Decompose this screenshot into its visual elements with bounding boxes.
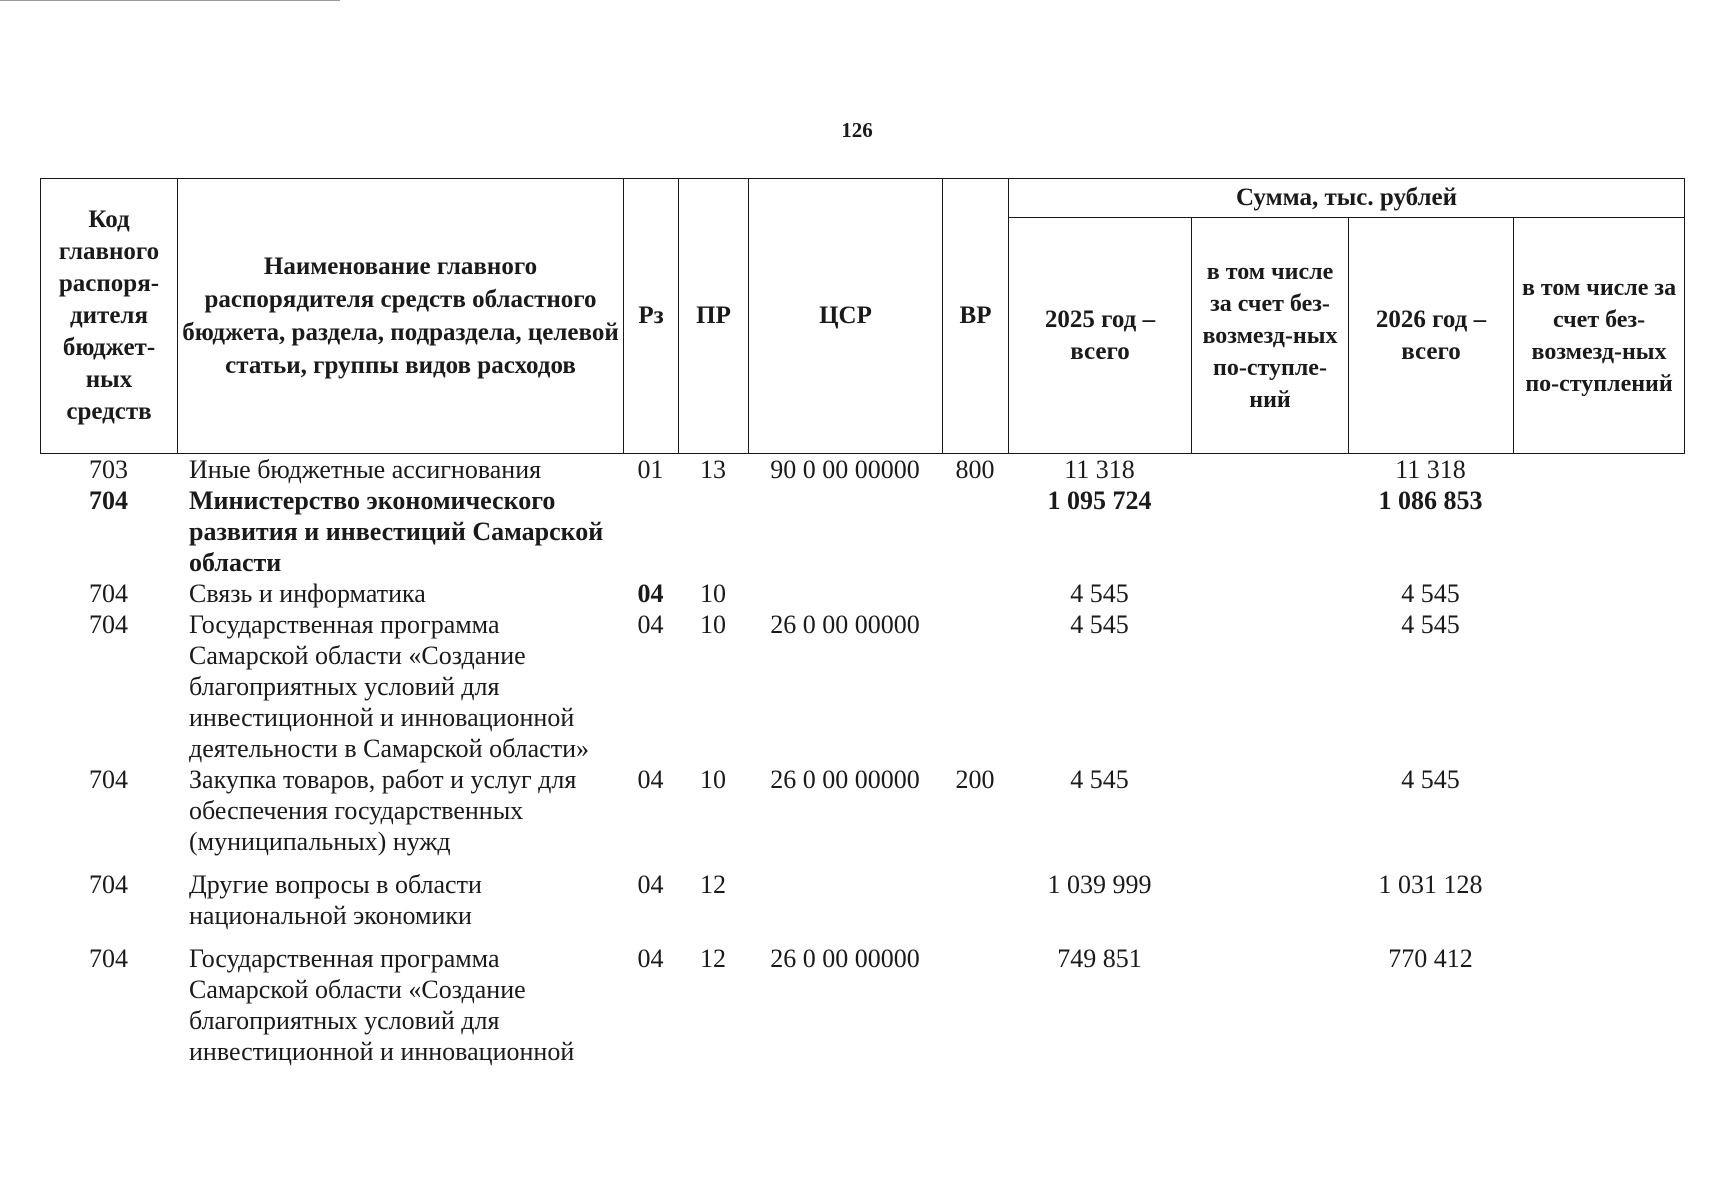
header-2026-free: в том числе за счет без-возмезд-ных по-ступлений xyxy=(1514,218,1685,454)
row-2026-free xyxy=(1513,578,1684,609)
row-2026-total: 1 086 853 xyxy=(1378,486,1483,515)
row-2025-total: 4 545 xyxy=(1070,765,1129,794)
row-code: 704 xyxy=(89,610,128,639)
table-row xyxy=(40,764,1684,857)
row-csr: 26 0 00 00000 xyxy=(770,765,920,794)
row-name: Закупка товаров, работ и услуг для обеспечения государственных (муниципальных) нужд xyxy=(189,765,577,856)
row-csr: 90 0 00 00000 xyxy=(770,455,920,484)
row-code: 704 xyxy=(89,579,128,608)
row-vr xyxy=(942,931,1008,1067)
row-pr: 12 xyxy=(700,944,726,973)
header-name: Наименование главного распорядителя средств областного бюджета, раздела, подраздела, целевой статьи, группы видов расходов xyxy=(178,179,624,454)
row-rz: 04 xyxy=(637,944,664,973)
row-2025-total: 1 039 999 xyxy=(1047,870,1152,899)
table-row xyxy=(40,578,1684,609)
budget-table-header xyxy=(40,178,1685,454)
row-pr: 12 xyxy=(700,870,726,899)
row-vr xyxy=(942,609,1008,764)
row-vr xyxy=(942,857,1008,931)
table-row xyxy=(40,857,1684,931)
row-code: 704 xyxy=(89,765,128,794)
row-2025-free xyxy=(1191,764,1348,857)
row-2025-total: 749 851 xyxy=(1057,944,1142,973)
row-code: 704 xyxy=(89,870,128,899)
row-name: Государственная программа Самарской области «Создание благоприятных условий для инвестиционной и инновационной деятельности в Самарской области» xyxy=(189,610,589,763)
row-rz xyxy=(623,485,678,578)
header-code: Код главного распоря-дителя бюджет-ных средств xyxy=(41,179,178,454)
row-2025-total: 1 095 724 xyxy=(1047,486,1152,515)
row-vr xyxy=(942,485,1008,578)
table-row xyxy=(40,454,1684,485)
row-code: 704 xyxy=(89,944,128,973)
row-vr: 200 xyxy=(955,765,995,794)
row-name: Государственная программа Самарской области «Создание благоприятных условий для инвестиционной и инновационной xyxy=(189,944,575,1066)
row-csr: 26 0 00 00000 xyxy=(770,610,920,639)
table-row xyxy=(40,485,1684,578)
page-number: 126 xyxy=(841,118,873,142)
header-vr: ВР xyxy=(943,179,1009,454)
row-pr: 10 xyxy=(700,765,726,794)
row-vr: 800 xyxy=(955,455,995,484)
row-code: 704 xyxy=(89,486,128,515)
row-rz: 01 xyxy=(637,455,664,484)
row-2026-total: 4 545 xyxy=(1401,610,1460,639)
row-2025-total: 4 545 xyxy=(1070,579,1129,608)
row-2025-free xyxy=(1191,857,1348,931)
row-pr: 10 xyxy=(700,610,726,639)
header-csr: ЦСР xyxy=(749,179,943,454)
header-2026-total: 2026 год – всего xyxy=(1349,218,1514,454)
table-row xyxy=(40,931,1684,1067)
row-2025-total: 11 318 xyxy=(1064,455,1135,484)
row-2026-total: 1 031 128 xyxy=(1378,870,1483,899)
row-name: Связь и информатика xyxy=(189,579,426,608)
row-2026-free xyxy=(1513,931,1684,1067)
row-2025-free xyxy=(1191,485,1348,578)
row-rz: 04 xyxy=(637,610,664,639)
row-2025-free xyxy=(1191,931,1348,1067)
row-rz: 04 xyxy=(637,765,664,794)
header-pr: ПР xyxy=(679,179,749,454)
row-2026-free xyxy=(1513,454,1684,485)
row-csr: 26 0 00 00000 xyxy=(770,944,920,973)
row-2026-total: 4 545 xyxy=(1401,579,1460,608)
row-rz: 04 xyxy=(637,870,664,899)
row-2026-total: 770 412 xyxy=(1388,944,1473,973)
scan-edge-line xyxy=(0,0,340,1)
budget-table-body xyxy=(40,454,1684,1067)
row-pr: 13 xyxy=(700,455,726,484)
row-2026-free xyxy=(1513,485,1684,578)
table-row xyxy=(40,609,1684,764)
row-csr xyxy=(748,485,942,578)
row-2025-free xyxy=(1191,454,1348,485)
row-code: 703 xyxy=(89,455,128,484)
row-name: Министерство экономического развития и инвестиций Самарской области xyxy=(189,486,604,577)
row-2026-free xyxy=(1513,764,1684,857)
row-rz: 04 xyxy=(637,579,664,608)
row-2025-total: 4 545 xyxy=(1070,610,1129,639)
row-2026-total: 11 318 xyxy=(1395,455,1466,484)
row-2026-total: 4 545 xyxy=(1401,765,1460,794)
row-csr xyxy=(748,857,942,931)
row-2025-free xyxy=(1191,609,1348,764)
header-amount-group: Сумма, тыс. рублей xyxy=(1009,179,1685,218)
row-name: Другие вопросы в области национальной экономики xyxy=(189,870,482,930)
header-2025-total: 2025 год – всего xyxy=(1009,218,1192,454)
row-2026-free xyxy=(1513,609,1684,764)
row-2026-free xyxy=(1513,857,1684,931)
row-name: Иные бюджетные ассигнования xyxy=(189,455,542,484)
row-2025-free xyxy=(1191,578,1348,609)
header-rz: Рз xyxy=(624,179,679,454)
row-csr xyxy=(748,578,942,609)
row-pr: 10 xyxy=(700,579,726,608)
header-2025-free: в том числе за счет без-возмезд-ных по-ступле-ний xyxy=(1192,218,1349,454)
row-vr xyxy=(942,578,1008,609)
row-pr xyxy=(678,485,748,578)
